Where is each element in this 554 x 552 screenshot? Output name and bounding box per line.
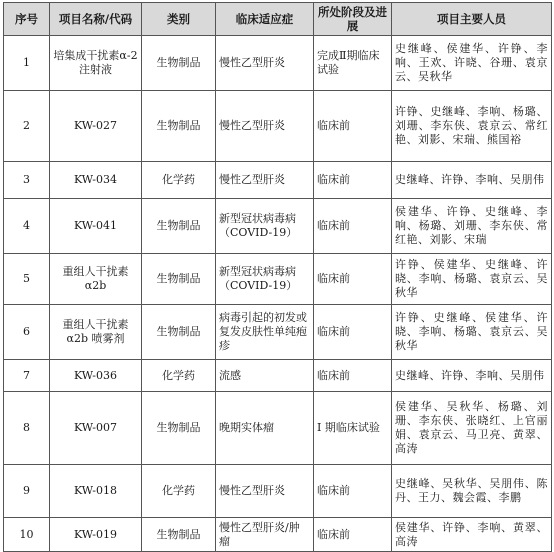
cell-people: 许铮、史继峰、李响、杨璐、刘珊、李东侠、袁京云、常红艳、刘影、宋瑞、熊国裕 [392, 91, 552, 162]
cell-category: 生物制品 [142, 199, 216, 254]
cell-no: 4 [4, 199, 50, 254]
table-row [4, 199, 552, 254]
cell-people: 侯建华、许铮、李响、黄翠、高涛 [392, 518, 552, 552]
table-row [4, 91, 552, 162]
cell-indication: 新型冠状病毒病（COVID-19） [216, 254, 314, 305]
header-stage: 所处阶段及进展 [314, 3, 392, 36]
cell-people: 许铮、史继峰、侯建华、许晓、李响、杨璐、袁京云、吴秋华 [392, 305, 552, 360]
cell-no: 3 [4, 162, 50, 199]
cell-category: 化学药 [142, 465, 216, 518]
cell-name: 培集成干扰素α-2 注射液 [50, 36, 142, 91]
cell-stage: 临床前 [314, 305, 392, 360]
header-indication: 临床适应症 [216, 3, 314, 36]
cell-name: KW-019 [50, 518, 142, 552]
cell-stage: 完成Ⅱ期临床试验 [314, 36, 392, 91]
cell-stage: 临床前 [314, 254, 392, 305]
cell-stage: 临床前 [314, 360, 392, 392]
cell-name: 重组人干扰素α2b [50, 254, 142, 305]
cell-no: 9 [4, 465, 50, 518]
cell-indication: 慢性乙型肝炎 [216, 162, 314, 199]
cell-no: 5 [4, 254, 50, 305]
cell-no: 2 [4, 91, 50, 162]
cell-no: 6 [4, 305, 50, 360]
cell-stage: I 期临床试验 [314, 392, 392, 465]
cell-people: 史继峰、吴秋华、吴朋伟、陈丹、王力、魏会霞、李鹏 [392, 465, 552, 518]
cell-category: 化学药 [142, 360, 216, 392]
cell-category: 生物制品 [142, 518, 216, 552]
cell-no: 7 [4, 360, 50, 392]
cell-stage: 临床前 [314, 518, 392, 552]
header-category: 类别 [142, 3, 216, 36]
cell-stage: 临床前 [314, 199, 392, 254]
cell-people: 侯建华、许铮、史继峰、李响、杨璐、刘珊、李东侠、常红艳、刘影、宋瑞 [392, 199, 552, 254]
table-body [4, 36, 552, 552]
cell-category: 生物制品 [142, 36, 216, 91]
cell-no: 8 [4, 392, 50, 465]
cell-people: 史继峰、侯建华、许铮、李响、王欢、许晓、谷珊、袁京云、吴秋华 [392, 36, 552, 91]
table-row [4, 36, 552, 91]
header-name: 项目名称/代码 [50, 3, 142, 36]
cell-category: 生物制品 [142, 305, 216, 360]
cell-stage: 临床前 [314, 162, 392, 199]
project-table [3, 2, 552, 552]
cell-indication: 慢性乙型肝炎 [216, 91, 314, 162]
table-row [4, 162, 552, 199]
cell-name: KW-018 [50, 465, 142, 518]
cell-indication: 流感 [216, 360, 314, 392]
cell-name: KW-007 [50, 392, 142, 465]
cell-stage: 临床前 [314, 91, 392, 162]
cell-category: 化学药 [142, 162, 216, 199]
cell-name: KW-036 [50, 360, 142, 392]
cell-category: 生物制品 [142, 254, 216, 305]
header-people: 项目主要人员 [392, 3, 552, 36]
cell-people: 许铮、侯建华、史继峰、许晓、李响、杨璐、袁京云、吴秋华 [392, 254, 552, 305]
cell-indication: 慢性乙型肝炎 [216, 36, 314, 91]
table-row [4, 392, 552, 465]
table-row [4, 305, 552, 360]
cell-people: 史继峰、许铮、李响、吴朋伟 [392, 162, 552, 199]
table-row [4, 465, 552, 518]
cell-no: 1 [4, 36, 50, 91]
cell-category: 生物制品 [142, 392, 216, 465]
cell-people: 史继峰、许铮、李响、吴朋伟 [392, 360, 552, 392]
table-row [4, 360, 552, 392]
cell-no: 10 [4, 518, 50, 552]
cell-indication: 病毒引起的初发或复发皮肤性单纯疱疹 [216, 305, 314, 360]
cell-indication: 慢性乙型肝炎 [216, 465, 314, 518]
cell-indication: 新型冠状病毒病（COVID-19） [216, 199, 314, 254]
table-row [4, 518, 552, 552]
table-header-row [4, 3, 552, 36]
cell-indication: 慢性乙型肝炎/肿瘤 [216, 518, 314, 552]
cell-stage: 临床前 [314, 465, 392, 518]
cell-name: KW-041 [50, 199, 142, 254]
cell-category: 生物制品 [142, 91, 216, 162]
cell-name: 重组人干扰素α2b 喷雾剂 [50, 305, 142, 360]
cell-indication: 晚期实体瘤 [216, 392, 314, 465]
cell-name: KW-034 [50, 162, 142, 199]
table-row [4, 254, 552, 305]
cell-people: 侯建华、吴秋华、杨璐、刘珊、李东侠、张晓红、上官丽娟、袁京云、马卫亮、黄翠、高涛 [392, 392, 552, 465]
header-no: 序号 [4, 3, 50, 36]
cell-name: KW-027 [50, 91, 142, 162]
